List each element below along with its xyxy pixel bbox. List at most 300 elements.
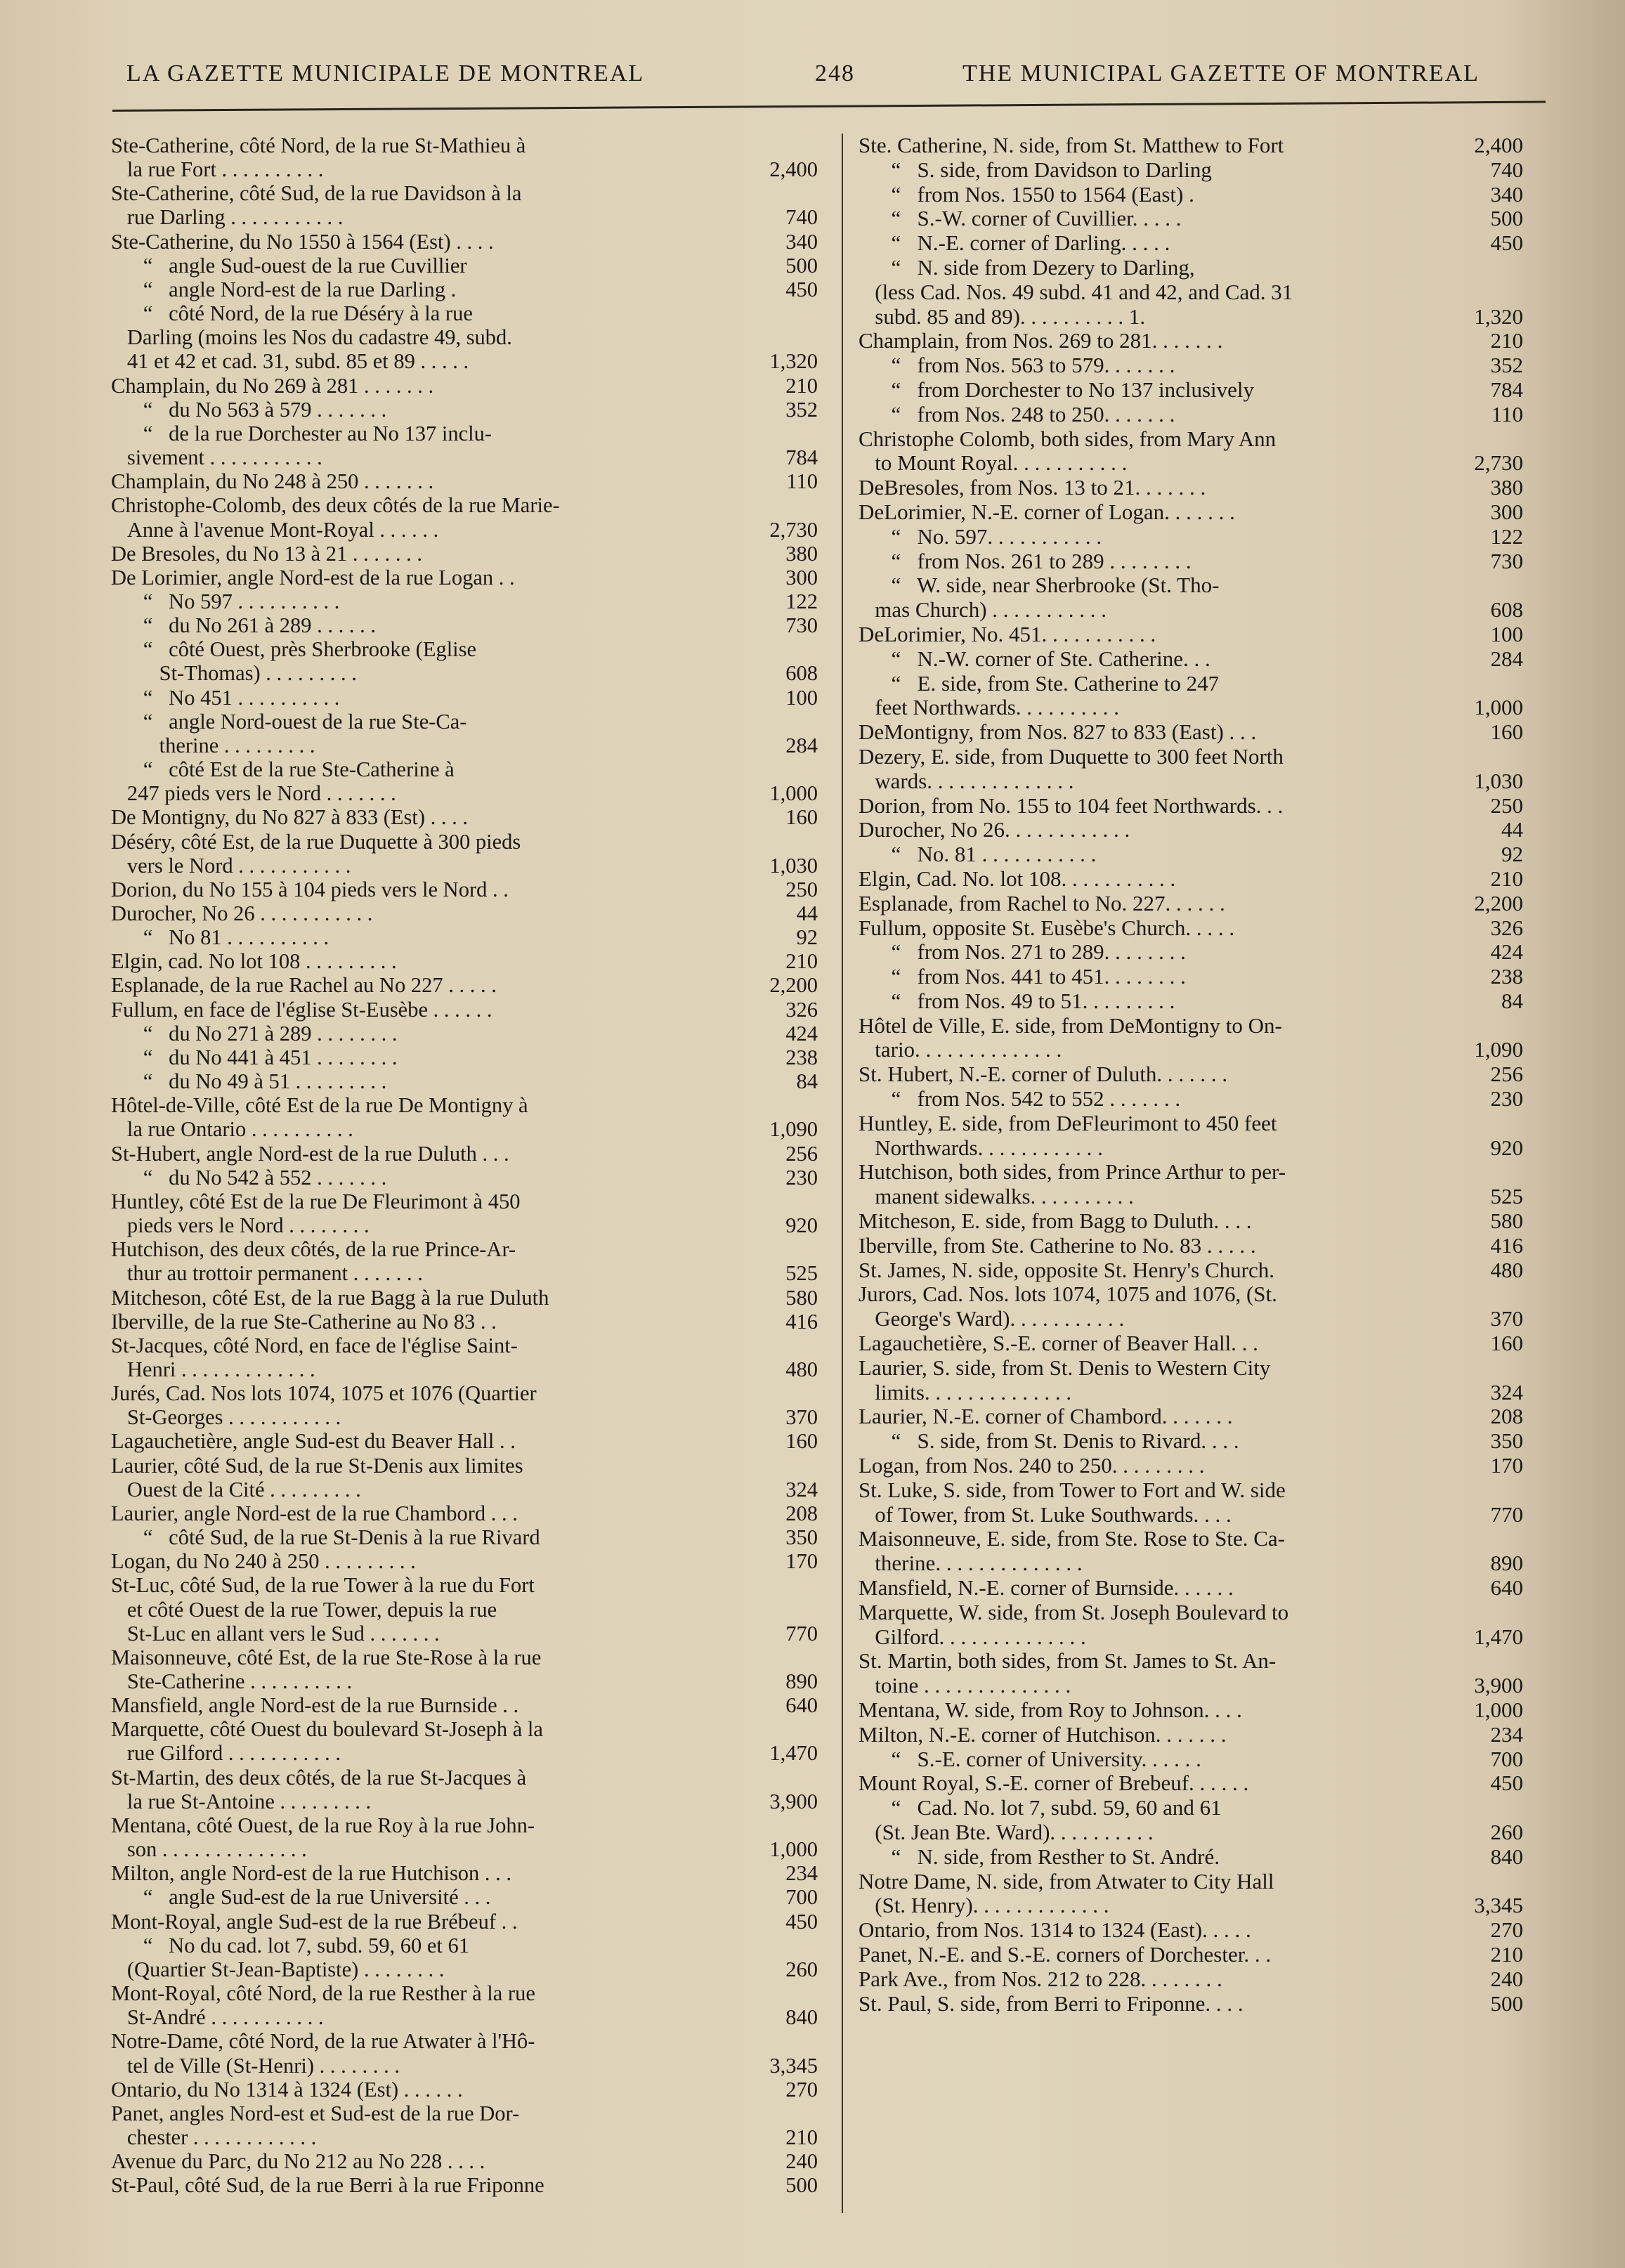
french-entry (111, 1693, 821, 1717)
english-entry-value: 110 (1491, 401, 1523, 426)
french-entry (111, 374, 821, 398)
english-entry-text: “ S.-E. corner of University. . . . . . (859, 1746, 1201, 1771)
french-entry (111, 301, 821, 373)
french-entry-value: 324 (785, 1477, 818, 1501)
english-entry (859, 989, 1526, 1014)
english-entry (859, 916, 1526, 941)
french-entry-text: “ du No 542 à 552 . . . . . . . (111, 1165, 387, 1190)
english-entry (859, 476, 1526, 500)
english-entry (859, 720, 1526, 745)
french-entry-text: Panet, angles Nord-est et Sud-est de la rue Dor- chester . . . . . . . . . . . . (111, 2101, 520, 2149)
french-entry (111, 1573, 821, 1645)
page-number: 248 (815, 60, 855, 86)
english-entry (859, 1405, 1526, 1429)
french-entry-value: 740 (785, 205, 818, 230)
english-entry-text: Mitcheson, E. side, from Bagg to Duluth. . . . (859, 1208, 1252, 1234)
english-entry-text: Christophe Colomb, both sides, from Mary Ann to Mount Royal. . . . . . . . . . . (859, 426, 1277, 476)
english-entry-value: 580 (1490, 1208, 1523, 1234)
french-entry (111, 1069, 821, 1093)
french-entry-text: Hutchison, des deux côtés, de la rue Prince-Ar- thur au trottoir permanent . . . . . . . (111, 1237, 516, 1286)
french-entry-value: 284 (785, 733, 818, 757)
english-entry-text: Hutchison, both sides, from Prince Arthur to per- manent sidewalks. . . . . . . . . . (859, 1159, 1286, 1209)
french-entry-text: Avenue du Parc, du No 212 au No 228 . . . . (111, 2149, 485, 2174)
english-entry-value: 122 (1490, 523, 1523, 549)
french-entry-value: 2,730 (769, 517, 818, 542)
french-entry-value: 1,470 (769, 1741, 818, 1766)
english-entry-value: 210 (1490, 866, 1523, 891)
french-entry-text: Champlain, du No 248 à 250 . . . . . . . (111, 469, 434, 494)
english-entry-value: 380 (1490, 475, 1523, 500)
english-entry-text: “ from Nos. 248 to 250. . . . . . . (859, 401, 1175, 426)
english-entry (859, 1576, 1526, 1601)
english-entry-value: 352 (1490, 353, 1523, 378)
english-entry-value: 2,730 (1474, 450, 1523, 476)
french-entry-text: Marquette, côté Ouest du boulevard St-Joseph à la rue Gilford . . . . . . . . . . . (111, 1717, 543, 1766)
french-entry (111, 278, 821, 301)
french-entry-text: “ côté Est de la rue Ste-Catherine à 247 pieds vers le Nord . . . . . . . (126, 757, 455, 806)
french-entry-text: Champlain, du No 269 à 281 . . . . . . . (111, 373, 434, 398)
french-entry-value: 500 (785, 253, 818, 278)
english-entry (859, 1967, 1526, 1992)
english-entry-text: “ from Nos. 261 to 289 . . . . . . . . (859, 548, 1192, 573)
french-entry (111, 542, 821, 566)
english-entry-text: Dorion, from No. 155 to 104 feet Northwards. . . (859, 793, 1284, 818)
english-entry (859, 1331, 1526, 1356)
english-entry-text: “ No. 81 . . . . . . . . . . . (859, 842, 1097, 867)
english-entry-value: 238 (1490, 964, 1523, 989)
header-english-title: THE MUNICIPAL GAZETTE OF MONTREAL (962, 60, 1480, 86)
english-entry (859, 1649, 1526, 1698)
english-entry-value: 250 (1490, 793, 1523, 818)
french-entry-value: 784 (785, 445, 818, 470)
french-entry (111, 1286, 821, 1310)
english-entry-value: 450 (1490, 230, 1523, 256)
french-entry-value: 300 (785, 565, 818, 589)
french-entry-value: 326 (785, 997, 818, 1022)
english-entry (859, 867, 1526, 892)
french-entry (111, 925, 821, 949)
english-entry-text: Mount Royal, S.-E. corner of Brebeuf. . . . . . (859, 1771, 1249, 1796)
english-entry-value: 2,400 (1474, 133, 1523, 157)
french-entry-text: Ontario, du No 1314 à 1324 (Est) . . . . . . (111, 2077, 463, 2101)
english-entry-text: St. Martin, both sides, from St. James to St. An- toine . . . . . . . . . . . . . . (859, 1648, 1277, 1698)
english-entry-value: 260 (1490, 1819, 1523, 1844)
french-entry (111, 1310, 821, 1334)
french-entry-text: Mont-Royal, côté Nord, de la rue Resther à la rue St-André . . . . . . . . . . . (111, 1981, 535, 2030)
french-entry (111, 1093, 821, 1141)
english-entry-text: “ from Nos. 49 to 51. . . . . . . . . (859, 988, 1175, 1013)
french-entry (111, 566, 821, 589)
english-entry-text: Champlain, from Nos. 269 to 281. . . . . . . (859, 328, 1223, 353)
english-entry (859, 525, 1526, 549)
english-entry-text: “ from Nos. 563 to 579. . . . . . . (859, 353, 1175, 378)
english-entry (859, 1845, 1526, 1870)
french-entry-text: Fullum, en face de l'église St-Eusèbe . . . . . . (111, 997, 492, 1022)
french-entry (111, 1934, 821, 1981)
english-entry-text: “ from Nos. 542 to 552 . . . . . . . (859, 1086, 1181, 1112)
english-entry (859, 745, 1526, 794)
english-entry-value: 256 (1490, 1062, 1523, 1087)
english-entry-value: 1,000 (1474, 695, 1523, 720)
french-entry-text: Ste-Catherine, côté Nord, de la rue St-Mathieu à la rue Fort . . . . . . . . . . (111, 133, 526, 182)
french-entry-text: De Montigny, du No 827 à 833 (Est) . . . . (111, 805, 469, 830)
french-entry (111, 2101, 821, 2149)
french-entry-text: Ste-Catherine, côté Sud, de la rue Davidson à la rue Darling . . . . . . . . . . . (111, 181, 522, 230)
french-entry-text: “ angle Sud-est de la rue Université . . . (111, 1885, 491, 1910)
english-entry-value: 525 (1490, 1184, 1523, 1209)
french-entry (111, 230, 821, 254)
english-entry-text: St. James, N. side, opposite St. Henry's Church. (859, 1257, 1274, 1282)
french-entry-text: “ côté Sud, de la rue St-Denis à la rue Rivard (111, 1525, 540, 1550)
english-entry-value: 416 (1490, 1232, 1523, 1258)
french-entry-text: Laurier, côté Sud, de la rue St-Denis aux limites Ouest de la Cité . . . . . . . . . (111, 1453, 523, 1501)
french-entry (111, 493, 821, 541)
english-entry-text: Park Ave., from Nos. 212 to 228. . . . . . . . (859, 1966, 1222, 1991)
english-entry (859, 1014, 1526, 1063)
french-entry-text: “ No 597 . . . . . . . . . . (111, 589, 340, 613)
french-entry (111, 613, 821, 637)
french-entry-value: 160 (785, 805, 818, 830)
english-entry-value: 84 (1501, 988, 1523, 1013)
english-entry (859, 1601, 1526, 1650)
english-entry-value: 1,090 (1474, 1037, 1523, 1062)
english-entry (859, 1356, 1526, 1405)
english-entry-text: Jurors, Cad. Nos. lots 1074, 1075 and 1076, (St. George's Ward). . . . . . . . . . . (859, 1282, 1277, 1331)
french-entry-value: 640 (785, 1693, 818, 1718)
french-entry-value: 260 (785, 1957, 818, 1981)
english-entry (859, 329, 1526, 353)
french-entry-text: De Lorimier, angle Nord-est de la rue Logan . . (111, 565, 515, 589)
french-entry-value: 100 (785, 685, 818, 710)
french-entry-value: 450 (785, 277, 818, 301)
french-entry-text: Durocher, No 26 . . . . . . . . . . . (111, 901, 373, 925)
french-entry-value: 170 (785, 1549, 818, 1574)
english-entry-text: Dezery, E. side, from Duquette to 300 feet North wards. . . . . . . . . . . . . . (859, 743, 1284, 793)
french-entry (111, 2149, 821, 2173)
english-entry-text: “ from Dorchester to No 137 inclusively (859, 377, 1255, 402)
english-entry-text: Huntley, E. side, from DeFleurimont to 450 feet Northwards. . . . . . . . . . . . (859, 1110, 1277, 1160)
english-entry-value: 480 (1490, 1257, 1523, 1282)
english-entry-value: 920 (1490, 1135, 1523, 1160)
english-entry-value: 270 (1490, 1917, 1523, 1943)
french-entry-value: 340 (785, 229, 818, 254)
french-entry (111, 2173, 821, 2197)
english-entry (859, 378, 1526, 403)
french-entry-value: 424 (785, 1021, 818, 1045)
english-column (859, 133, 1526, 2016)
french-entry-text: Mansfield, angle Nord-est de la rue Burnside . . (111, 1693, 519, 1718)
french-entry-value: 270 (785, 2077, 818, 2101)
french-entry-text: “ du No 441 à 451 . . . . . . . . (111, 1045, 398, 1069)
french-entry (111, 1429, 821, 1453)
english-entry (859, 1771, 1526, 1796)
french-entry-value: 208 (785, 1501, 818, 1525)
english-entry-text: Iberville, from Ste. Catherine to No. 83 . . . . . (859, 1232, 1256, 1258)
english-entry-text: “ N.-E. corner of Darling. . . . . (859, 230, 1170, 256)
french-entry (111, 589, 821, 613)
french-entry (111, 949, 821, 973)
english-entry (859, 1870, 1526, 1919)
english-entry-text: Fullum, opposite St. Eusèbe's Church. . . . . (859, 915, 1235, 940)
english-entry-value: 730 (1490, 548, 1523, 573)
french-entry (111, 1885, 821, 1909)
french-entry (111, 757, 821, 805)
english-entry-value: 240 (1490, 1966, 1523, 1991)
french-entry-text: Ste-Catherine, du No 1550 à 1564 (Est) . . . . (111, 229, 494, 254)
english-entry-text: “ S.-W. corner of Cuvillier. . . . . (859, 206, 1182, 231)
french-entry-value: 580 (785, 1285, 818, 1310)
english-entry-text: DeLorimier, N.-E. corner of Logan. . . . . . . (859, 499, 1235, 524)
french-entry-value: 770 (785, 1621, 818, 1645)
french-entry (111, 1525, 821, 1549)
french-entry-text: “ du No 563 à 579 . . . . . . . (111, 397, 387, 422)
english-entry-text: “ from Nos. 271 to 289. . . . . . . . (859, 939, 1186, 965)
english-entry (859, 1429, 1526, 1454)
french-entry-text: Maisonneuve, côté Est, de la rue Ste-Rose à la rue Ste-Catherine . . . . . . . . . . (111, 1645, 542, 1693)
french-entry (111, 133, 821, 181)
french-entry-value: 210 (785, 949, 818, 974)
french-entry (111, 973, 821, 997)
french-entry-text: “ côté Nord, de la rue Déséry à la rue Darling (moins les Nos du cadastre 49, subd. 41 et 42 et cad. 31, subd. 85 et 89 . . . . . (126, 301, 512, 374)
english-entry-value: 890 (1490, 1551, 1523, 1576)
english-entry (859, 647, 1526, 672)
french-entry (111, 398, 821, 422)
french-entry-value: 350 (785, 1525, 818, 1550)
english-entry-text: “ S. side, from Davidson to Darling (859, 157, 1212, 182)
french-entry-value: 840 (785, 2005, 818, 2030)
french-entry-text: Déséry, côté Est, de la rue Duquette à 300 pieds vers le Nord . . . . . . . . . . . (111, 829, 521, 878)
english-entry (859, 1062, 1526, 1087)
french-entry (111, 1717, 821, 1765)
french-entry-value: 700 (785, 1885, 818, 1910)
french-entry-value: 2,200 (769, 973, 818, 998)
english-entry-text: DeBresoles, from Nos. 13 to 21. . . . . . . (859, 475, 1206, 500)
french-entry-text: “ angle Nord-est de la rue Darling . (111, 277, 457, 301)
english-entry (859, 1747, 1526, 1772)
english-entry-value: 3,900 (1474, 1673, 1523, 1698)
english-entry-value: 92 (1501, 842, 1523, 867)
english-entry-text: Esplanade, from Rachel to No. 227. . . . . . (859, 890, 1225, 915)
french-entry-value: 210 (785, 2125, 818, 2149)
french-entry-value: 380 (785, 541, 818, 566)
english-entry-value: 160 (1490, 719, 1523, 745)
french-entry-text: St-Hubert, angle Nord-est de la rue Duluth . . . (111, 1141, 509, 1166)
english-entry (859, 1478, 1526, 1527)
header-french-title: LA GAZETTE MUNICIPALE DE MONTREAL (126, 60, 645, 86)
english-entry-text: Laurier, N.-E. corner of Chambord. . . . . . . (859, 1404, 1233, 1429)
english-entry-value: 500 (1490, 206, 1523, 231)
french-entry (111, 1166, 821, 1190)
french-entry (111, 1981, 821, 2029)
french-entry (111, 1645, 821, 1693)
french-entry-text: Esplanade, de la rue Rachel au No 227 . . . . . (111, 973, 497, 998)
french-entry-value: 234 (785, 1861, 818, 1886)
english-entry-value: 208 (1490, 1404, 1523, 1429)
french-entry (111, 469, 821, 493)
english-entry (859, 1918, 1526, 1943)
french-entry-text: Hôtel-de-Ville, côté Est de la rue De Montigny à la rue Ontario . . . . . . . . . . (111, 1093, 528, 1142)
column-separator (842, 133, 843, 2213)
english-entry (859, 1943, 1526, 1967)
french-entry-text: “ du No 261 à 289 . . . . . . (111, 613, 376, 638)
english-entry (859, 1723, 1526, 1747)
english-entry (859, 1282, 1526, 1331)
french-entry (111, 998, 821, 1022)
english-entry-value: 284 (1490, 646, 1523, 671)
french-entry-value: 210 (785, 373, 818, 398)
english-entry (859, 892, 1526, 916)
french-entry-value: 370 (785, 1405, 818, 1430)
french-entry-text: Laurier, angle Nord-est de la rue Chambord . . . (111, 1501, 518, 1525)
english-entry-text: “ No. 597. . . . . . . . . . . (859, 523, 1102, 549)
french-entry-value: 1,030 (769, 853, 818, 878)
english-entry-value: 1,030 (1474, 768, 1523, 793)
french-entry-value: 1,320 (769, 349, 818, 374)
english-entry-value: 740 (1490, 157, 1523, 182)
french-entry (111, 1501, 821, 1525)
french-entry (111, 1861, 821, 1885)
english-entry-text: “ N. side from Dezery to Darling, (less Cad. Nos. 49 subd. 41 and 42, and Cad. 31 subd. 85 and 89). . . . . . . . . . 1. (875, 254, 1293, 329)
french-entry-value: 3,900 (769, 1789, 818, 1813)
french-entry (111, 830, 821, 878)
french-entry-text: Mitcheson, côté Est, de la rue Bagg à la rue Duluth (111, 1285, 549, 1310)
french-entry-value: 1,000 (769, 1837, 818, 1862)
english-entry-value: 324 (1490, 1379, 1523, 1405)
french-entry-value: 250 (785, 877, 818, 901)
english-entry (859, 1698, 1526, 1723)
english-entry-value: 160 (1490, 1331, 1523, 1356)
english-entry (859, 818, 1526, 842)
english-entry-text: “ from Nos. 441 to 451. . . . . . . . (859, 964, 1186, 989)
english-entry-value: 840 (1490, 1844, 1523, 1869)
english-entry (859, 940, 1526, 965)
french-entry (111, 254, 821, 278)
english-entry-text: Elgin, Cad. No. lot 108. . . . . . . . . . . (859, 866, 1176, 891)
english-entry-text: “ N.-W. corner of Ste. Catherine. . . (859, 646, 1210, 671)
english-entry-value: 44 (1501, 817, 1523, 842)
french-entry-text: “ du No 271 à 289 . . . . . . . . (111, 1021, 398, 1045)
english-entry-value: 700 (1490, 1746, 1523, 1771)
english-entry-text: Maisonneuve, E. side, from Ste. Rose to Ste. Ca- therine. . . . . . . . . . . . . . (859, 1526, 1285, 1576)
english-entry (859, 1160, 1526, 1209)
english-entry-text: Ste. Catherine, N. side, from St. Matthew to Fort (859, 133, 1284, 157)
french-entry-value: 3,345 (769, 2053, 818, 2078)
french-entry (111, 422, 821, 469)
french-column (111, 133, 821, 2197)
french-entry-text: Dorion, du No 155 à 104 pieds vers le Nord . . (111, 877, 509, 901)
english-entry-text: Marquette, W. side, from St. Joseph Boulevard to Gilford. . . . . . . . . . . . . . (859, 1599, 1289, 1649)
english-entry-text: “ S. side, from St. Denis to Rivard. . . . (859, 1428, 1239, 1454)
french-entry (111, 1022, 821, 1045)
french-entry-text: St-Luc, côté Sud, de la rue Tower à la rue du Fort et côté Ouest de la rue Tower, depuis la rue St-Luc en allant vers le Sud . . . . . . . (111, 1573, 535, 1645)
english-entry-text: St. Hubert, N.-E. corner of Duluth. . . . . . . (859, 1062, 1228, 1087)
english-entry-text: Milton, N.-E. corner of Hutchison. . . . . . . (859, 1721, 1227, 1747)
french-entry (111, 1381, 821, 1429)
english-entry-text: “ from Nos. 1550 to 1564 (East) . (859, 181, 1194, 207)
english-entry-text: “ W. side, near Sherbrooke (St. Tho- mas Church) . . . . . . . . . . . (875, 573, 1220, 623)
french-entry-text: Huntley, côté Est de la rue De Fleurimont à 450 pieds vers le Nord . . . . . . . . (111, 1189, 521, 1238)
french-entry-text: “ côté Ouest, près Sherbrooke (Eglise St-Thomas) . . . . . . . . . (143, 637, 477, 686)
french-entry-text: “ angle Nord-ouest de la rue Ste-Ca- therine . . . . . . . . . (143, 709, 467, 757)
french-entry-value: 240 (785, 2149, 818, 2174)
french-entry (111, 1190, 821, 1237)
english-entry-value: 326 (1490, 915, 1523, 940)
english-entry-text: St. Paul, S. side, from Berri to Friponne. . . . (859, 1990, 1244, 2016)
english-entry-text: Lagauchetière, S.-E. corner of Beaver Hall. . . (859, 1331, 1258, 1356)
french-entry-value: 450 (785, 1909, 818, 1934)
french-entry (111, 1766, 821, 1813)
french-entry-text: “ du No 49 à 51 . . . . . . . . . (111, 1069, 387, 1094)
english-entry-text: DeLorimier, No. 451. . . . . . . . . . . (859, 621, 1156, 646)
english-entry-value: 340 (1490, 181, 1523, 207)
french-entry-text: Logan, du No 240 à 250 . . . . . . . . . (111, 1549, 416, 1574)
french-entry-text: De Bresoles, du No 13 à 21 . . . . . . . (111, 541, 423, 566)
english-entry-text: Durocher, No 26. . . . . . . . . . . . (859, 817, 1130, 842)
english-entry (859, 965, 1526, 989)
english-entry-text: Notre Dame, N. side, from Atwater to City Hall (St. Henry). . . . . . . . . . . . . (859, 1868, 1274, 1918)
french-entry (111, 1142, 821, 1166)
english-entry (859, 842, 1526, 867)
english-entry (859, 133, 1526, 158)
english-entry-value: 350 (1490, 1428, 1523, 1454)
french-entry-value: 920 (785, 1213, 818, 1238)
french-entry-text: Mentana, côté Ouest, de la rue Roy à la rue John- son . . . . . . . . . . . . . . (111, 1813, 535, 1862)
english-entry-value: 100 (1490, 621, 1523, 646)
french-entry-text: Notre-Dame, côté Nord, de la rue Atwater à l'Hô- tel de Ville (St-Henri) . . . . . . . . (111, 2029, 535, 2078)
french-entry-text: Milton, angle Nord-est de la rue Hutchison . . . (111, 1861, 512, 1886)
french-entry (111, 1549, 821, 1573)
english-entry (859, 549, 1526, 574)
french-entry-text: Mont-Royal, angle Sud-est de la rue Brébeuf . . (111, 1909, 518, 1934)
french-entry-text: Elgin, cad. No lot 108 . . . . . . . . . (111, 949, 397, 974)
french-entry-text: “ de la rue Dorchester au No 137 inclu- sivement . . . . . . . . . . . (126, 421, 492, 470)
french-entry-value: 890 (785, 1669, 818, 1693)
french-entry-value: 416 (785, 1309, 818, 1334)
english-entry (859, 158, 1526, 183)
english-entry-text: St. Luke, S. side, from Tower to Fort and W. side of Tower, from St. Luke Southwards. . . . (859, 1477, 1286, 1527)
french-entry (111, 878, 821, 901)
english-entry-text: Mentana, W. side, from Roy to Johnson. . . . (859, 1697, 1242, 1722)
french-entry-text: St-Paul, côté Sud, de la rue Berri à la rue Friponne (111, 2173, 544, 2198)
english-entry-value: 1,470 (1474, 1624, 1523, 1649)
french-entry-value: 160 (785, 1429, 818, 1454)
english-entry (859, 207, 1526, 231)
french-entry-value: 256 (785, 1141, 818, 1166)
french-entry-value: 110 (786, 469, 818, 494)
english-entry-text: Laurier, S. side, from St. Denis to Western City limits. . . . . . . . . . . . . . (859, 1355, 1271, 1405)
french-entry-value: 525 (785, 1261, 818, 1286)
english-entry (859, 353, 1526, 378)
french-entry-value: 730 (785, 613, 818, 638)
french-entry-text: “ No 81 . . . . . . . . . . (111, 925, 329, 950)
french-entry-value: 1,090 (769, 1117, 818, 1142)
page-header (126, 60, 1541, 103)
english-entry (859, 231, 1526, 256)
english-entry-text: Hôtel de Ville, E. side, from DeMontigny to On- tario. . . . . . . . . . . . . . (859, 1012, 1282, 1062)
french-entry-text: St-Martin, des deux côtés, de la rue St-Jacques à la rue St-Antoine . . . . . . . . . (111, 1765, 527, 1813)
english-entry-value: 300 (1490, 499, 1523, 524)
english-entry (859, 427, 1526, 476)
french-entry (111, 710, 821, 757)
french-entry-text: Christophe-Colomb, des deux côtés de la rue Marie- Anne à l'avenue Mont-Royal . . . . . . (111, 493, 560, 542)
french-entry-text: Jurés, Cad. Nos lots 1074, 1075 et 1076 (Quartier St-Georges . . . . . . . . . . . (111, 1381, 537, 1430)
english-entry (859, 672, 1526, 721)
english-entry (859, 1258, 1526, 1283)
french-entry-value: 238 (785, 1045, 818, 1069)
english-entry-value: 170 (1490, 1453, 1523, 1478)
french-entry (111, 1334, 821, 1381)
english-entry-text: Mansfield, N.-E. corner of Burnside. . . . . . (859, 1575, 1234, 1601)
